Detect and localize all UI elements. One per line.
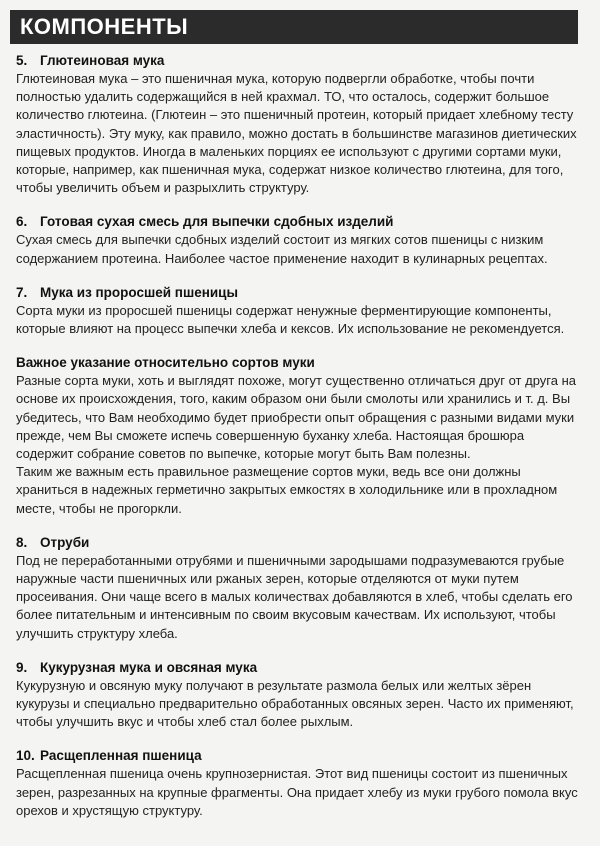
section-paragraph: Таким же важным есть правильное размещение сортов муки, ведь все они должны храниться в надежных герметично закрытых емкостях в холодильнике или в прохладном месте, чтобы не прогоркли. xyxy=(16,464,558,516)
section-number: 5. xyxy=(16,53,28,68)
section-sprouted-wheat xyxy=(16,284,582,338)
section-title xyxy=(16,354,582,372)
section-paragraph: Кукурузную и овсяную муку получают в результате размола белых или желтых зёрен кукурузы и специально предварительно обработанных овсяных зерен. Часто их применяют, чтобы улучшить вкус и чтобы хлеб стал более рыхлым. xyxy=(16,677,574,730)
section-paragraph: Разные сорта муки, хоть и выглядят похоже, могут существенно отличаться друг от друга на основе их происхождения, того, каким образом они были смолоты или хранились и т. д. Вы убедитесь, что Вам необходимо будет приобрести опыт обращения с разными видами муки прежде, чем Вы сможете испечь совершенную буханку хлеба. Настоящая брошюра содержит собрание советов по выпечке, которые могут быть Вам полезны. xyxy=(16,373,576,462)
section-number: 9. xyxy=(16,659,28,675)
header-bar xyxy=(10,10,578,44)
section-paragraph: Сухая смесь для выпечки сдобных изделий состоит из мягких сотов пшеницы с низким содержанием протеина. Наиболее частое применение находит в кулинарных рецептах. xyxy=(16,232,548,266)
section-paragraph: Расщепленная пшеница очень крупнозернистая. Этот вид пшеницы состоит из пшеничных зерен, разрезанных на крупные фрагменты. Она придает хлебу из муки грубого помола вкус орехов и хрустящую структуру. xyxy=(16,766,578,818)
section-title xyxy=(16,534,582,552)
section-gluten-flour xyxy=(16,52,582,197)
section-title xyxy=(16,213,582,231)
section-dry-mix xyxy=(16,213,582,267)
section-title xyxy=(16,659,582,677)
section-title xyxy=(16,747,582,765)
section-paragraph: Глютеиновая мука – это пшеничная мука, которую подвергли обработке, чтобы почти полностью удалить содержащийся в ней крахмал. ТО, что осталось, содержит большое количество глютеина. (Глютеин – это пшеничный протеин, который придает хлебному тесту эластичность). Эту муку, как правило, можно достать в большинстве магазинов диетических пищевых продуктов. Иногда в маленьких порциях ее используют с другими сортами муки, которые, например, как пшеничная мука, содержат низкое количество глютеина, для того, чтобы увеличить объем и разрыхлить структуру. xyxy=(16,71,577,196)
section-corn-oat-flour xyxy=(16,659,582,732)
section-title xyxy=(16,284,582,302)
section-title xyxy=(16,52,582,70)
section-important-note xyxy=(16,354,582,518)
content xyxy=(16,52,582,836)
section-heading: Глютеиновая мука xyxy=(40,53,165,68)
section-paragraph: Под не переработанными отрубями и пшеничными зародышами подразумеваются грубые наружные части пшеничных или ржаных зерен, которые отделяются от муки путем просеивания. Они чаще всего в малых количествах добавляются в хлеб, чтобы сделать его более питательным и интенсивным по своим вкусовым качествам. Их используют, чтобы улучшить структуру хлеба. xyxy=(16,552,573,641)
section-heading: Кукурузная мука и овсяная мука xyxy=(40,659,258,675)
section-number: 8. xyxy=(16,534,28,550)
section-number: 6. xyxy=(16,214,28,230)
section-heading: Мука из проросшей пшеницы xyxy=(40,284,239,300)
section-number: 10. xyxy=(16,748,35,764)
page-title: КОМПОНЕНТЫ xyxy=(20,14,189,39)
section-paragraph: Сорта муки из проросшей пшеницы содержат ненужные ферментирующие компоненты, которые влияют на процесс выпечки хлеба и кексов. Их использование не рекомендуется. xyxy=(16,302,565,337)
section-heading: Готовая сухая смесь для выпечки сдобных изделий xyxy=(40,214,394,230)
section-number: 7. xyxy=(16,284,28,300)
section-cracked-wheat xyxy=(16,747,582,820)
section-heading: Важное указание относительно сортов муки xyxy=(16,355,315,371)
section-bran xyxy=(16,534,582,643)
section-heading: Отруби xyxy=(40,534,90,550)
section-heading: Расщепленная пшеница xyxy=(40,748,202,764)
